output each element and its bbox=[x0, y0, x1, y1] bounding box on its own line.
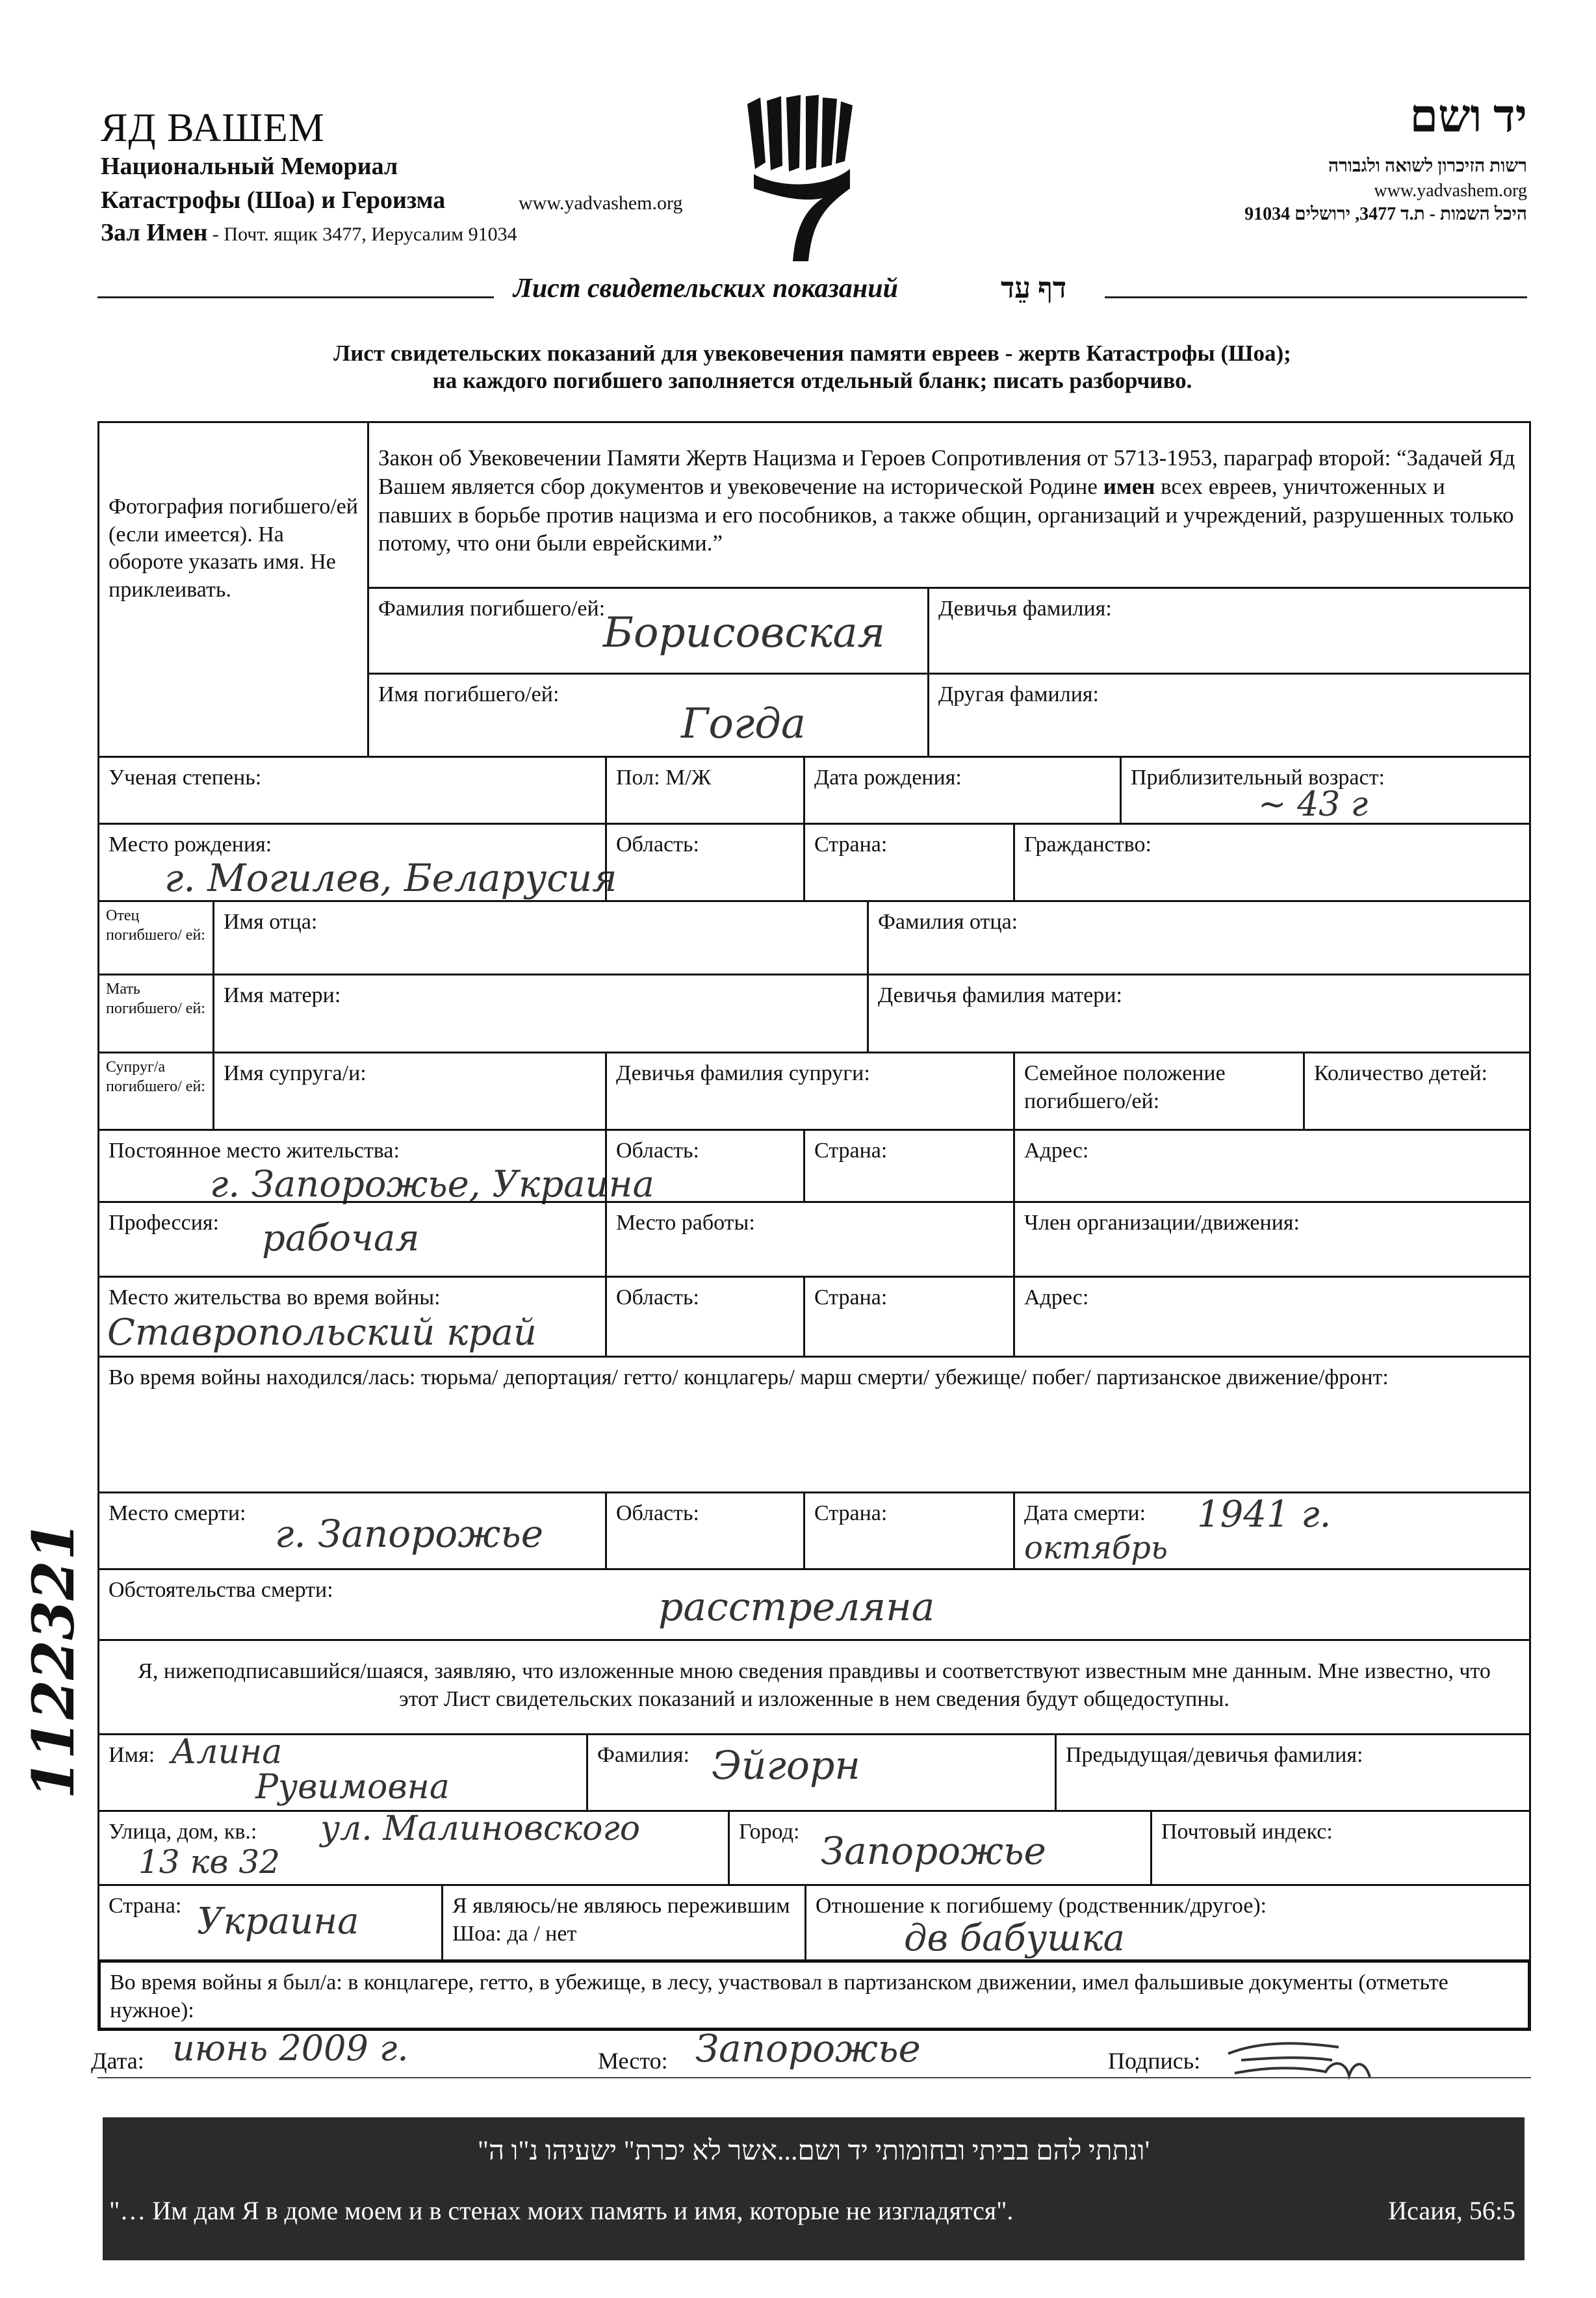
birth-region-field[interactable] bbox=[605, 823, 805, 902]
war-address-label: Адрес: bbox=[1024, 1285, 1089, 1310]
place-label: Место: bbox=[598, 2048, 668, 2074]
mother-maiden-label: Девичья фамилия матери: bbox=[878, 983, 1122, 1007]
org-name-he: יד ושם bbox=[1409, 92, 1527, 142]
spouse-maiden-label: Девичья фамилия супруги: bbox=[616, 1061, 870, 1085]
postal-code-label: Почтовый индекс: bbox=[1161, 1820, 1333, 1844]
city-value: Запорожье bbox=[821, 1829, 1046, 1873]
date-label: Дата: bbox=[91, 2048, 144, 2074]
birthplace-label: Место рождения: bbox=[109, 833, 272, 857]
profession-field[interactable] bbox=[97, 1201, 607, 1278]
death-date-field[interactable] bbox=[1013, 1491, 1531, 1570]
intro-line-1: Лист свидетельских показаний для увековечения памяти евреев - жертв Катастрофы (Шоа); bbox=[333, 341, 1291, 366]
victim-firstname-field[interactable] bbox=[367, 673, 929, 758]
submitter-name-line2: Рувимовна bbox=[255, 1768, 450, 1807]
quote-russian: "… Им дам Я в доме моем и в стенах моих память и имя, которые не изгладятся". bbox=[109, 2196, 1014, 2225]
street-field[interactable] bbox=[97, 1810, 730, 1886]
side-id-number: 1122321 bbox=[19, 1521, 87, 1800]
citizenship-label: Гражданство: bbox=[1024, 833, 1152, 857]
approx-age-value: ~ 43 г bbox=[1258, 785, 1369, 824]
death-date-month: октябрь bbox=[1024, 1530, 1168, 1566]
residence-field[interactable] bbox=[97, 1129, 654, 1206]
quote-banner bbox=[103, 2117, 1525, 2260]
death-circumstances-label: Обстоятельства смерти: bbox=[109, 1578, 333, 1602]
victim-other-surname-field[interactable] bbox=[927, 673, 1531, 758]
birthplace-field[interactable] bbox=[97, 823, 617, 902]
street-label: Улица, дом, кв.: bbox=[109, 1820, 257, 1844]
birthdate-label: Дата рождения: bbox=[814, 766, 962, 790]
death-country-field[interactable] bbox=[803, 1491, 1015, 1570]
submitter-surname-label: Фамилия: bbox=[597, 1743, 689, 1767]
city-label: Город: bbox=[739, 1820, 800, 1844]
during-war-field[interactable] bbox=[97, 1356, 1531, 1493]
membership-label: Член организации/движения: bbox=[1024, 1211, 1300, 1235]
death-circumstances-value: расстреляна bbox=[658, 1584, 935, 1630]
death-country-label: Страна: bbox=[814, 1501, 888, 1525]
victim-surname-field[interactable] bbox=[367, 587, 929, 675]
intro-line-2: на каждого погибшего заполняется отдельный бланк; писать разборчиво. bbox=[432, 368, 1192, 393]
org-line3-he: 91034 היכל השמות - ת.ד 3477, ירושלים bbox=[1244, 204, 1527, 224]
victim-firstname-value: Гогда bbox=[681, 700, 806, 748]
mother-name-field[interactable] bbox=[212, 974, 869, 1053]
birthdate-field[interactable] bbox=[803, 756, 1122, 825]
quote-hebrew: "ונתתי להם בביתי ובחומותי יד ושם...אשר לא יכרת" ישעיהו נ"ו ה' bbox=[477, 2136, 1150, 2166]
survivor-field[interactable] bbox=[441, 1884, 806, 1961]
during-war-label: Во время войны находился/лась: тюрьма/ депортация/ гетто/ концлагерь/ марш смерти/ убежище/ побег/ партизанское движение/фронт: bbox=[109, 1365, 1389, 1389]
mother-maiden-field[interactable] bbox=[867, 974, 1531, 1053]
death-region-field[interactable] bbox=[605, 1491, 805, 1570]
sheet-title-he: דף עֵד bbox=[1001, 272, 1067, 304]
victim-surname-value: Борисовская bbox=[603, 609, 885, 657]
victim-firstname-label: Имя погибшего/ей: bbox=[378, 682, 560, 706]
spouse-maiden-field[interactable] bbox=[605, 1052, 1015, 1131]
spouse-side-label: Супруг/а погибшего/ ей: bbox=[97, 1052, 214, 1131]
war-residence-label: Место жительства во время войны: bbox=[109, 1285, 441, 1310]
victim-maiden-label: Девичья фамилия: bbox=[938, 597, 1112, 621]
submitter-name-line1: Алина bbox=[171, 1733, 283, 1772]
residence-country-field[interactable] bbox=[803, 1129, 1015, 1203]
sheet-title-ru: Лист свидетельских показаний bbox=[513, 274, 898, 303]
website-right: www.yadvashem.org bbox=[1374, 181, 1527, 201]
father-name-label: Имя отца: bbox=[224, 910, 318, 934]
victim-surname-label: Фамилия погибшего/ей: bbox=[378, 597, 606, 621]
war-country-field[interactable] bbox=[803, 1276, 1015, 1358]
residence-country-label: Страна: bbox=[814, 1139, 888, 1163]
submitter-surname-value: Эйгорн bbox=[712, 1743, 860, 1788]
war-address-field[interactable] bbox=[1013, 1276, 1531, 1358]
relation-label: Отношение к погибшему (родственник/другое): bbox=[816, 1894, 1267, 1918]
victim-maiden-field[interactable] bbox=[927, 587, 1531, 675]
submitter-country-field[interactable] bbox=[97, 1884, 443, 1961]
residence-address-field[interactable] bbox=[1013, 1129, 1531, 1203]
war-region-field[interactable] bbox=[605, 1276, 805, 1358]
death-place-label: Место смерти: bbox=[109, 1501, 246, 1525]
father-surname-field[interactable] bbox=[867, 900, 1531, 975]
death-region-label: Область: bbox=[616, 1501, 699, 1525]
title-rule-right bbox=[1105, 296, 1527, 298]
birth-region-label: Область: bbox=[616, 833, 699, 857]
citizenship-field[interactable] bbox=[1013, 823, 1531, 902]
photo-note: Фотография погибшего/ей (если имеется). На обороте указать имя. Не приклеивать. bbox=[109, 495, 358, 602]
po-box-text: - Почт. ящик 3477, Иерусалим 91034 bbox=[207, 224, 517, 245]
birth-country-label: Страна: bbox=[814, 833, 888, 857]
father-surname-label: Фамилия отца: bbox=[878, 910, 1018, 934]
war-country-label: Страна: bbox=[814, 1285, 888, 1310]
org-line2-ru: Катастрофы (Шоа) и Героизма bbox=[101, 187, 446, 214]
degree-label: Ученая степень: bbox=[109, 766, 262, 790]
marital-status-field[interactable] bbox=[1013, 1052, 1305, 1131]
war-residence-field[interactable] bbox=[97, 1276, 607, 1358]
residence-region-label: Область: bbox=[616, 1139, 699, 1163]
residence-region-field[interactable] bbox=[605, 1129, 805, 1203]
birth-country-field[interactable] bbox=[803, 823, 1015, 902]
residence-address-label: Адрес: bbox=[1024, 1139, 1089, 1163]
photo-area[interactable] bbox=[97, 421, 369, 758]
org-line1-he: רשות הזיכרון לשואה ולגבורה bbox=[1328, 156, 1527, 176]
footer-rule bbox=[97, 2077, 1531, 2078]
death-place-field[interactable] bbox=[97, 1491, 607, 1570]
date-value: июнь 2009 г. bbox=[172, 2028, 409, 2069]
quote-source: Исаия, 56:5 bbox=[1388, 2196, 1515, 2225]
mother-name-label: Имя матери: bbox=[224, 983, 341, 1007]
sex-field[interactable] bbox=[605, 756, 805, 825]
father-side-label: Отец погибшего/ ей: bbox=[97, 900, 214, 975]
submitter-war-status-label: Во время войны я был/а: в концлагере, гетто, в убежище, в лесу, участвовал в партизанском движении, имел фальшивые документы (отметьте нужное): bbox=[110, 1970, 1448, 2022]
city-field[interactable] bbox=[728, 1810, 1152, 1886]
membership-field[interactable] bbox=[1013, 1201, 1531, 1278]
death-date-label: Дата смерти: bbox=[1024, 1501, 1146, 1525]
workplace-field[interactable] bbox=[605, 1201, 1015, 1278]
law-quote: Закон об Увековечении Памяти Жертв Нацизма и Героев Сопротивления от 5713-1953, параграф второй: “Задачей Яд Вашем является сбор документов и увековечение на исторической Родине имен всех евреев, уничтоженных и павших в борьбе против нацизма и его пособников, а также общин, организаций и учреждений, разрушенных только потому, что они были еврейскими.” bbox=[367, 421, 1531, 589]
death-circumstances-field[interactable] bbox=[97, 1568, 1531, 1641]
submitter-surname-field[interactable] bbox=[586, 1733, 1057, 1812]
submitter-country-value: Украина bbox=[197, 1900, 359, 1943]
sex-label: Пол: М/Ж bbox=[616, 766, 712, 790]
children-count-field[interactable] bbox=[1303, 1052, 1531, 1131]
mother-side-label: Мать погибшего/ ей: bbox=[97, 974, 214, 1053]
marital-status-label: Семейное положение погибшего/ей: bbox=[1024, 1061, 1226, 1113]
survivor-label: Я являюсь/не являюсь пережившим Шоа: да / нет bbox=[452, 1894, 790, 1946]
street-value-line1: ул. Малиновского bbox=[320, 1809, 641, 1848]
postal-code-field[interactable] bbox=[1150, 1810, 1531, 1886]
signature-label: Подпись: bbox=[1108, 2048, 1201, 2074]
org-line1-ru: Национальный Мемориал bbox=[101, 153, 398, 180]
signature-icon bbox=[1222, 2034, 1391, 2086]
birthplace-value: г. Могилев, Беларусия bbox=[164, 856, 617, 900]
spouse-name-field[interactable] bbox=[212, 1052, 607, 1131]
death-date-year: 1941 г. bbox=[1197, 1493, 1332, 1536]
place-value: Запорожье bbox=[695, 2026, 921, 2071]
profession-value: рабочая bbox=[262, 1217, 420, 1259]
residence-label: Постоянное место жительства: bbox=[109, 1139, 400, 1163]
hall-of-names-label: Зал Имен bbox=[101, 219, 208, 246]
org-line3-ru bbox=[101, 218, 517, 247]
spouse-name-label: Имя супруга/и: bbox=[224, 1061, 367, 1085]
website-left: www.yadvashem.org bbox=[519, 192, 683, 214]
workplace-label: Место работы: bbox=[616, 1211, 755, 1235]
children-count-label: Количество детей: bbox=[1314, 1061, 1487, 1085]
approx-age-label: Приблизительный возраст: bbox=[1131, 766, 1385, 790]
war-residence-value: Ставропольский край bbox=[107, 1311, 537, 1354]
approx-age-field[interactable] bbox=[1120, 756, 1531, 825]
submitter-name-field[interactable] bbox=[97, 1733, 588, 1812]
residence-value: г. Запорожье, Украина bbox=[210, 1163, 654, 1206]
title-rule-left bbox=[97, 296, 494, 298]
other-surname-label: Другая фамилия: bbox=[938, 682, 1099, 706]
submitter-prev-surname-field[interactable] bbox=[1055, 1733, 1531, 1812]
profession-label: Профессия: bbox=[109, 1211, 219, 1235]
degree-field[interactable] bbox=[97, 756, 607, 825]
father-name-field[interactable] bbox=[212, 900, 869, 975]
street-value-line2: 13 кв 32 bbox=[138, 1843, 280, 1881]
relation-value: дв бабушка bbox=[904, 1917, 1125, 1959]
submitter-country-label: Страна: bbox=[109, 1894, 182, 1918]
submitter-war-status-field[interactable] bbox=[97, 1959, 1531, 2031]
relation-field[interactable] bbox=[804, 1884, 1531, 1961]
yad-vashem-logo-icon bbox=[741, 91, 858, 266]
death-place-value: г. Запорожье bbox=[275, 1512, 544, 1556]
submitter-name-label: Имя: bbox=[109, 1743, 155, 1767]
submitter-prev-surname-label: Предыдущая/девичья фамилия: bbox=[1066, 1743, 1363, 1767]
war-region-label: Область: bbox=[616, 1285, 699, 1310]
org-name-ru: ЯД ВАШЕМ bbox=[101, 106, 325, 150]
declaration-text: Я, нижеподписавшийся/шаяся, заявляю, что изложенные мною сведения правдивы и соответствуют известным мне данным. Мне известно, что этот Лист свидетельских показаний и изложенные в нем сведения будут общедоступны. bbox=[97, 1639, 1531, 1735]
